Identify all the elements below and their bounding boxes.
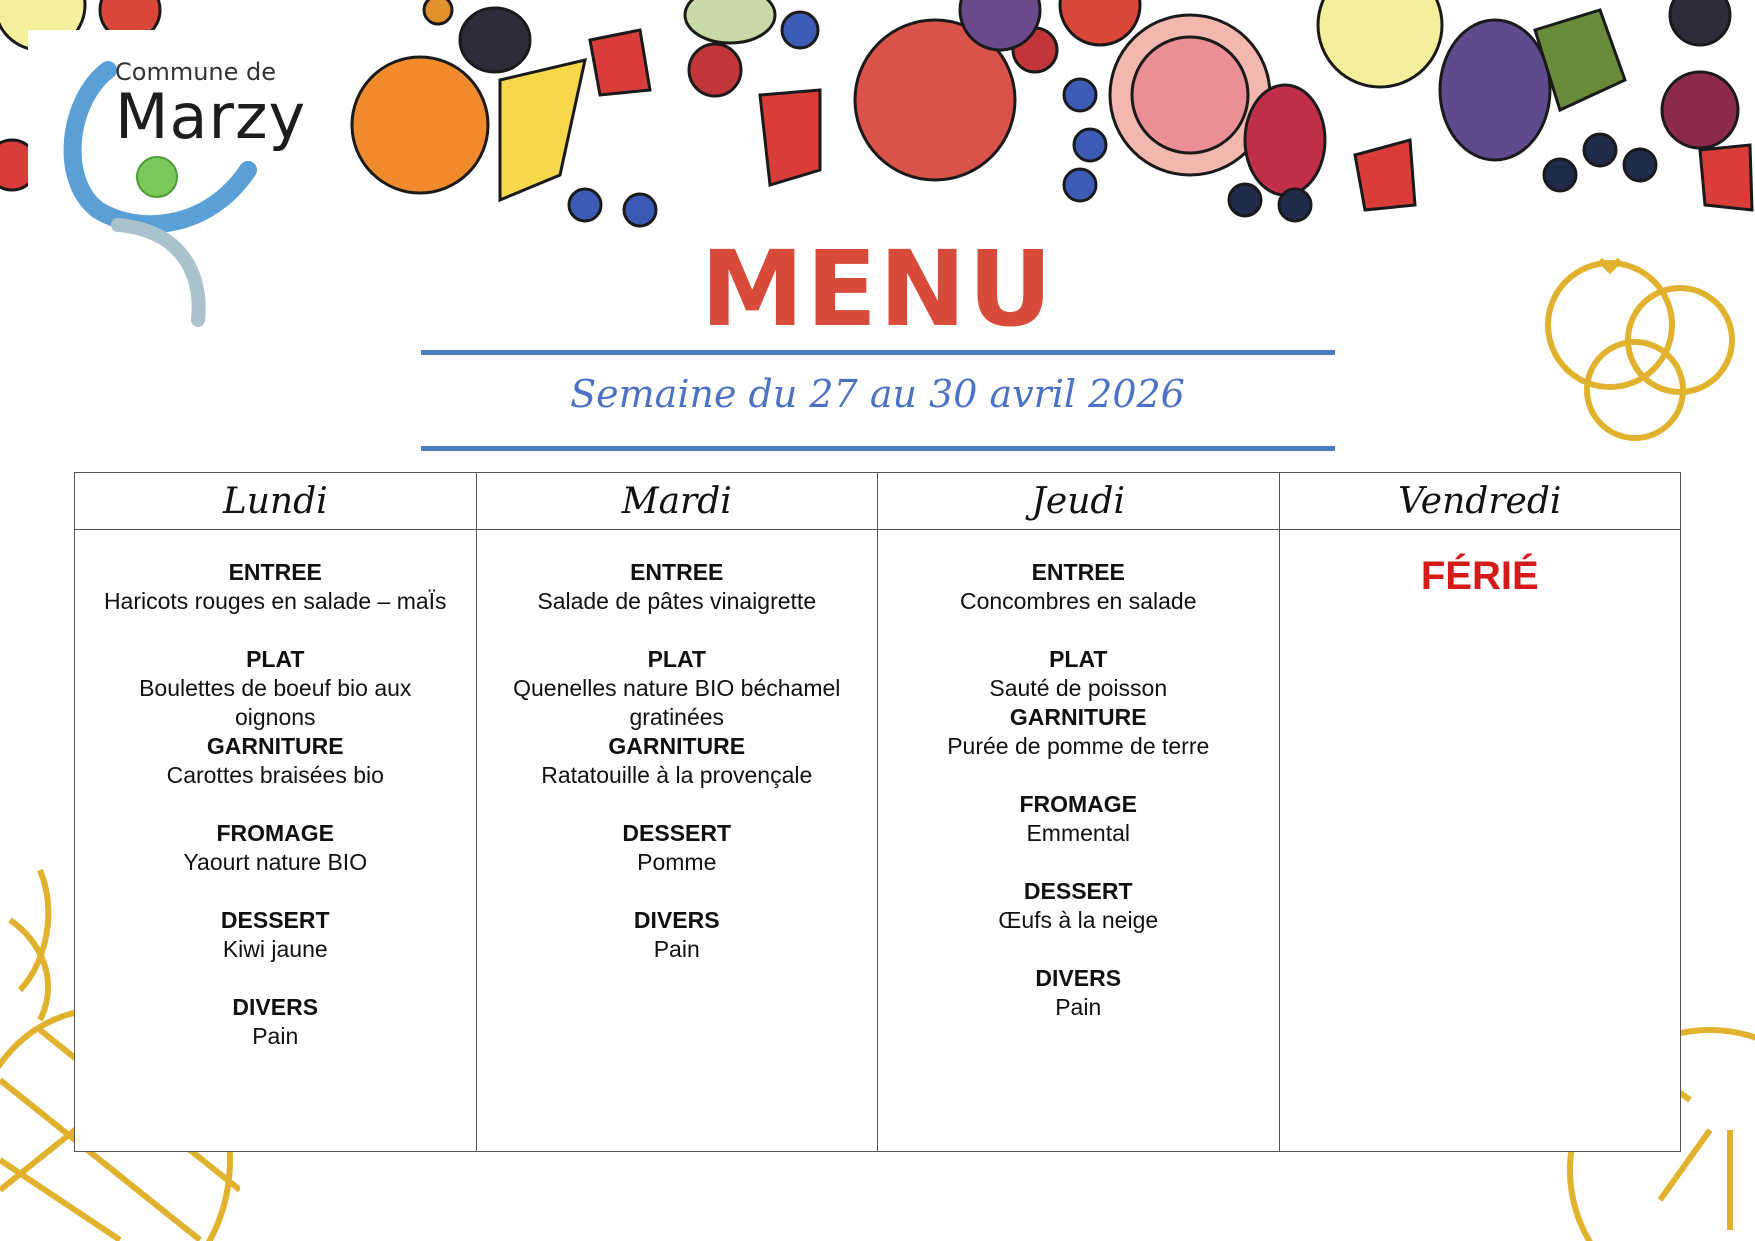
day-header-vendredi: Vendredi <box>1279 473 1681 530</box>
entree-heading: ENTREE <box>630 559 724 585</box>
plat-dish: Quenelles nature BIO béchamel gratinées <box>513 675 841 730</box>
garniture-heading: GARNITURE <box>608 733 746 759</box>
dessert-heading: DESSERT <box>622 820 732 846</box>
entree-dish: Concombres en salade <box>959 588 1197 614</box>
dessert-heading: DESSERT <box>220 907 330 933</box>
entree-heading: ENTREE <box>228 559 322 585</box>
plat-heading: PLAT <box>1049 646 1108 672</box>
fromage-dish: Yaourt nature BIO <box>183 849 368 875</box>
title-rule-bottom <box>421 446 1335 451</box>
day-cell-lundi <box>75 530 477 1152</box>
day-header-jeudi: Jeudi <box>878 473 1280 530</box>
page-title: MENU <box>700 228 1055 350</box>
entree-heading: ENTREE <box>1031 559 1125 585</box>
dessert-dish: Pomme <box>637 849 717 875</box>
divers-item: Pain <box>653 936 700 962</box>
day-header-mardi: Mardi <box>476 473 878 530</box>
garniture-heading: GARNITURE <box>1009 704 1147 730</box>
entree-dish: Haricots rouges en salade – maЇs <box>103 588 447 614</box>
garniture-heading: GARNITURE <box>206 733 344 759</box>
title-rule-top <box>421 350 1335 355</box>
entree-dish: Salade de pâtes vinaigrette <box>537 588 817 614</box>
fromage-dish: Emmental <box>1026 820 1131 846</box>
menu-row <box>75 530 1681 1152</box>
ferie-label: FÉRIÉ <box>1420 554 1539 598</box>
garniture-dish: Ratatouille à la provençale <box>541 762 813 788</box>
day-cell-mardi <box>476 530 878 1152</box>
garniture-dish: Purée de pomme de terre <box>947 733 1210 759</box>
day-header-lundi: Lundi <box>75 473 477 530</box>
divers-item: Pain <box>1055 994 1102 1020</box>
dessert-heading: DESSERT <box>1023 878 1133 904</box>
divers-item: Pain <box>252 1023 299 1049</box>
day-cell-vendredi <box>1279 530 1681 1152</box>
week-subtitle: Semaine du 27 au 30 avril 2026 <box>570 372 1185 416</box>
fromage-heading: FROMAGE <box>1019 791 1138 817</box>
day-header-row <box>75 473 1681 530</box>
plat-dish: Boulettes de boeuf bio aux oignons <box>139 675 412 730</box>
dessert-dish: Kiwi jaune <box>222 936 328 962</box>
divers-heading: DIVERS <box>1035 965 1122 991</box>
logo-marzy-text: Marzy <box>115 80 307 153</box>
plat-heading: PLAT <box>647 646 706 672</box>
divers-heading: DIVERS <box>232 994 319 1020</box>
logo-commune-text: Commune de <box>115 58 277 86</box>
menu-table <box>74 472 1681 1152</box>
plat-dish: Sauté de poisson <box>989 675 1168 701</box>
fromage-heading: FROMAGE <box>216 820 335 846</box>
divers-heading: DIVERS <box>633 907 720 933</box>
dessert-dish: Œufs à la neige <box>998 907 1159 933</box>
garniture-dish: Carottes braisées bio <box>166 762 384 788</box>
plat-heading: PLAT <box>246 646 305 672</box>
day-cell-jeudi <box>878 530 1280 1152</box>
